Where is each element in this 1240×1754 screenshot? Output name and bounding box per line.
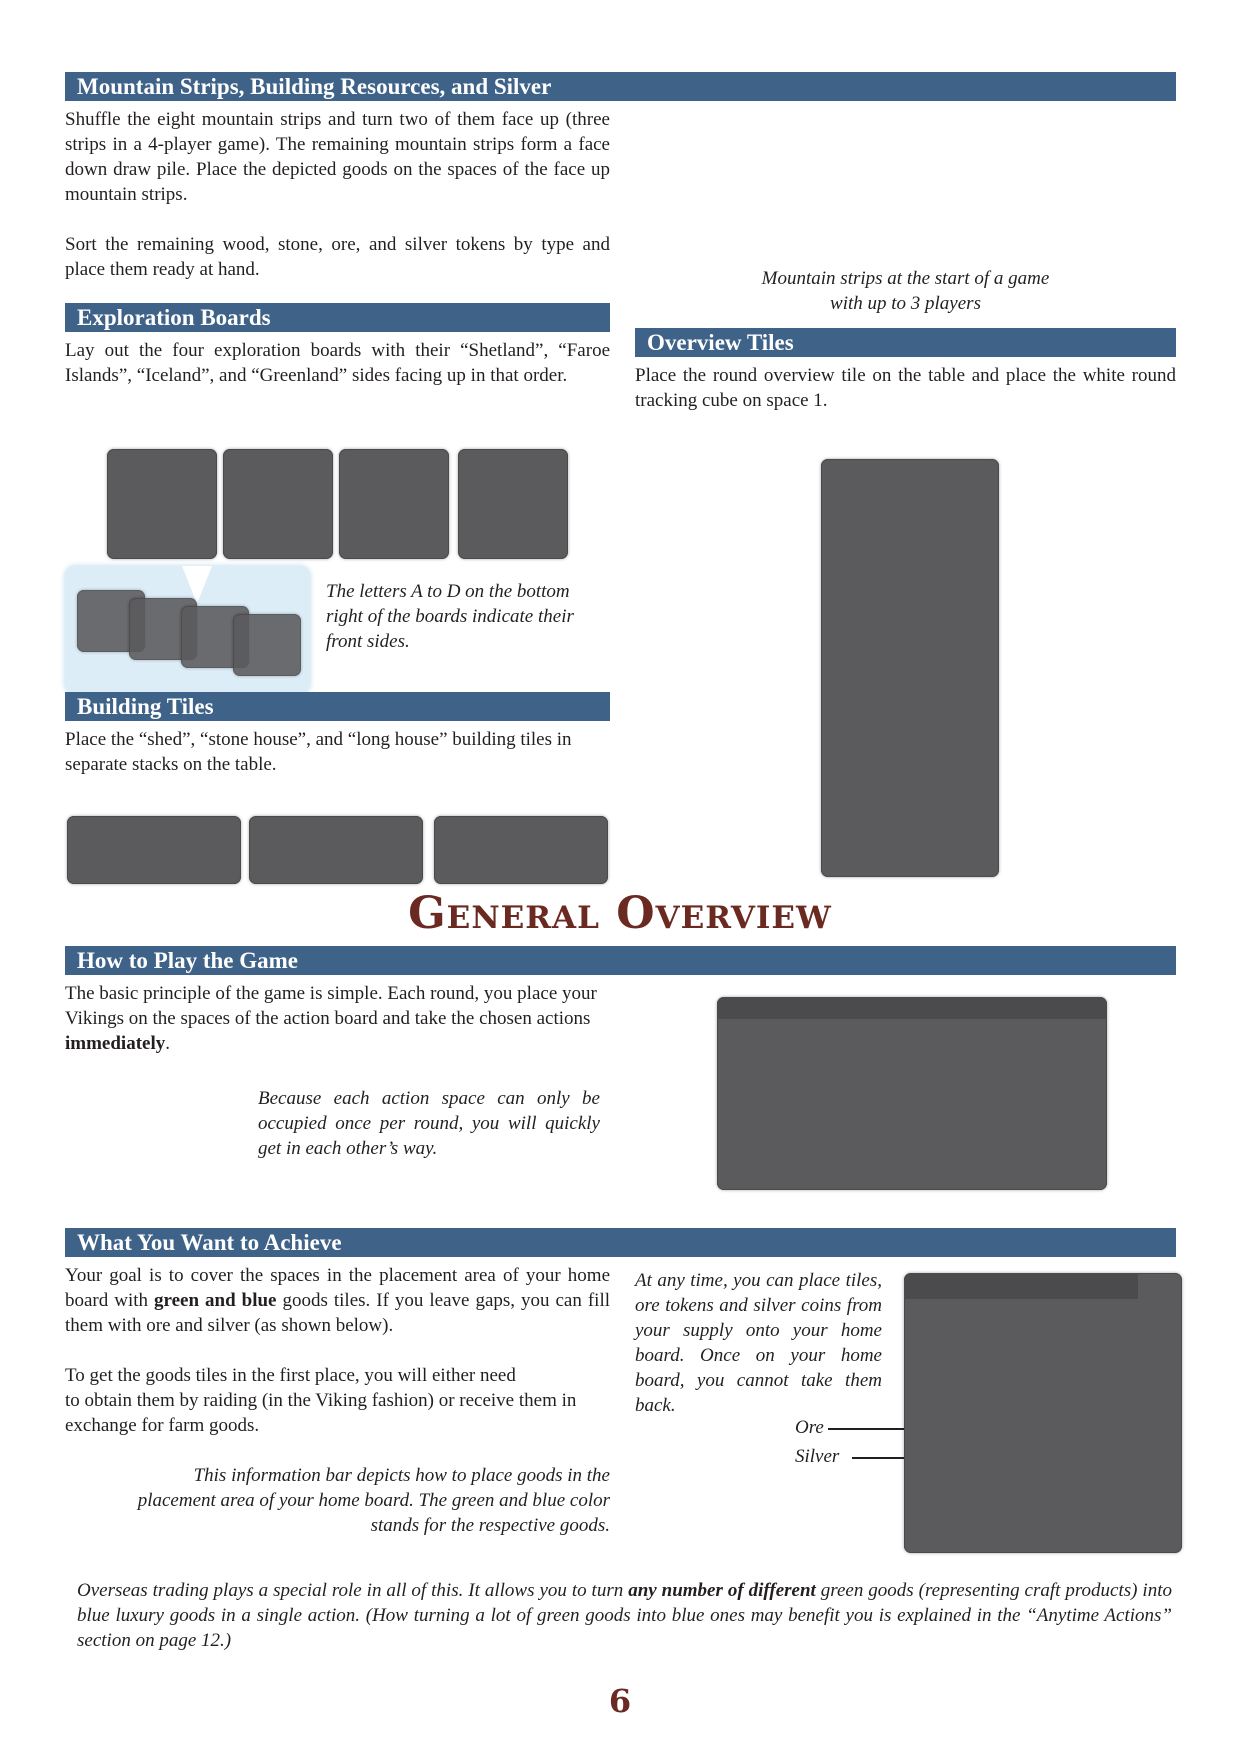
building-paragraph: Place the “shed”, “stone house”, and “long house” building tiles in separate stacks on the table. [65, 729, 572, 775]
exploration-board-image [223, 449, 333, 559]
mountain-caption-line1: Mountain strips at the start of a game [761, 268, 1050, 289]
how-to-play-caption: Because each action space can only be occupied once per round, you will quickly get in each other’s way. [258, 1088, 600, 1159]
silver-label: Silver [795, 1446, 840, 1467]
ore-label: Ore [795, 1417, 824, 1438]
mountain-caption [635, 266, 1176, 316]
heading-mountain-strips: Mountain Strips, Building Resources, and Silver [65, 72, 1176, 101]
overseas-text-1: Overseas trading plays a special role in all of this. It allows you to turn [77, 1580, 629, 1601]
mountain-paragraph [65, 107, 610, 282]
exploration-board-image [458, 449, 568, 559]
achieve-bold: green and blue [154, 1290, 277, 1311]
home-board-info-bar [904, 1273, 1138, 1299]
how-to-play-text: The basic principle of the game is simple. Each round, you place your Vikings on the spaces of the action board and take the chosen actions [65, 983, 597, 1029]
overseas-text-2: green goods (representing craft products) into blue luxury goods in a single action. (How turning a lot of green goods into blue ones may benefit you is explained in the “Anytime Actions” section on page 12.) [77, 1580, 1172, 1651]
info-caption-line1: This information bar depicts how to place goods in the [193, 1465, 610, 1486]
stacked-board-image [233, 614, 301, 676]
heading-building-tiles: Building Tiles [65, 692, 610, 721]
achieve-para2-line1: To get the goods tiles in the first place, you will either need [65, 1365, 516, 1386]
general-overview-title: General Overview [408, 888, 832, 939]
building-tile-image [67, 816, 241, 884]
page-number: 6 [608, 1682, 632, 1720]
achieve-para2-line2: to obtain them by raiding (in the Viking fashion) or receive them in exchange for farm goods. [65, 1390, 577, 1436]
heading-overview-tiles: Overview Tiles [635, 328, 1176, 357]
heading-what-you-want: What You Want to Achieve [65, 1228, 1176, 1257]
achieve-paragraph-1 [65, 1263, 610, 1338]
building-tile-image [434, 816, 608, 884]
info-caption-line2: placement area of your home board. The green and blue color [137, 1490, 610, 1511]
home-board-image [904, 1273, 1182, 1553]
mountain-para-1: Shuffle the eight mountain strips and turn two of them face up (three strips in a 4-player game). The remaining mountain strips form a face down draw pile. Place the depicted goods on the spaces of the face up mountain strips. [65, 109, 610, 205]
exploration-caption: The letters A to D on the bottom right of the boards indicate their front sides. [326, 581, 574, 652]
info-caption-line3: stands for the respective goods. [370, 1515, 610, 1536]
exploration-board-image [339, 449, 449, 559]
overseas-trading-note [77, 1578, 1172, 1653]
info-bar-caption [65, 1463, 610, 1538]
mountain-caption-line2: with up to 3 players [830, 293, 981, 314]
overseas-bold: any number of different [628, 1580, 816, 1601]
how-to-play-end: . [165, 1033, 171, 1054]
heading-exploration-boards: Exploration Boards [65, 303, 610, 332]
mountain-para-2: Sort the remaining wood, stone, ore, and silver tokens by type and place them ready at hand. [65, 234, 610, 280]
round-overview-tile-image [821, 459, 999, 877]
anytime-caption: At any time, you can place tiles, ore tokens and silver coins from your supply onto your home board. Once on your home board, you cannot take them back. [635, 1270, 882, 1416]
how-to-play-bold: immediately [65, 1033, 166, 1054]
exploration-board-image [107, 449, 217, 559]
how-to-play-paragraph [65, 981, 610, 1056]
overview-tiles-paragraph: Place the round overview tile on the table and place the white round tracking cube on space 1. [635, 365, 1176, 411]
action-board-image [717, 997, 1107, 1190]
action-board-header [717, 997, 1107, 1019]
achieve-text-2: goods tiles. If you leave gaps, you can fill them with ore and silver (as shown below). [65, 1290, 610, 1336]
exploration-paragraph: Lay out the four exploration boards with their “Shetland”, “Faroe Islands”, “Iceland”, and “Greenland” sides facing up in that order. [65, 340, 610, 386]
building-tile-image [249, 816, 423, 884]
heading-how-to-play: How to Play the Game [65, 946, 1176, 975]
achieve-text-1: Your goal is to cover the spaces in the placement area of your home board with [65, 1265, 610, 1311]
achieve-paragraph-2 [65, 1363, 610, 1438]
